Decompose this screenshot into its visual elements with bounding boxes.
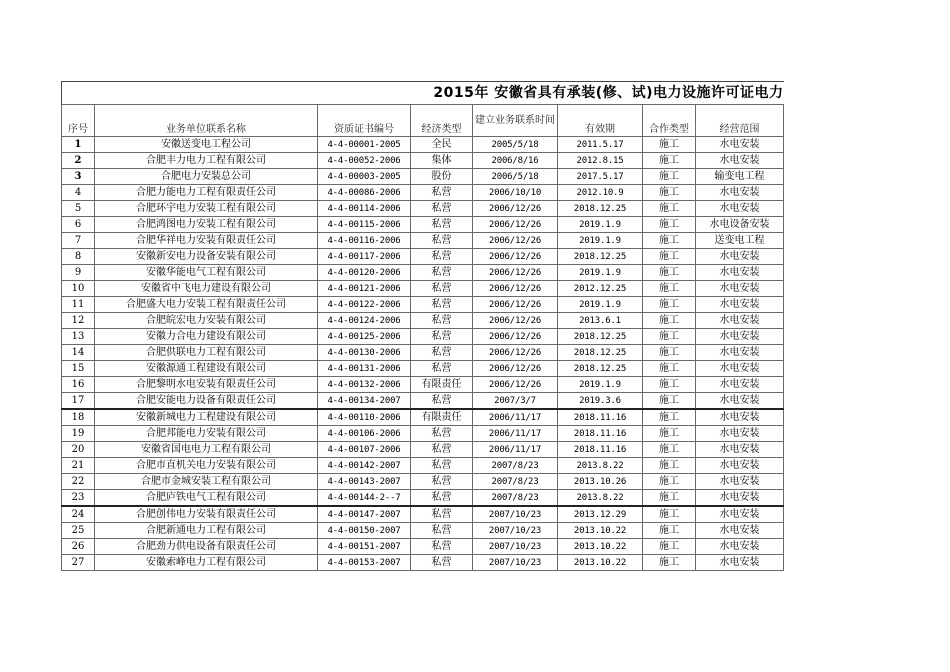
cell-company[interactable]: 安徽送变电工程公司 <box>95 137 318 153</box>
cell-validity[interactable]: 2019.1.9 <box>558 297 643 313</box>
table-row <box>62 345 784 361</box>
cell-scope[interactable]: 水电安装 <box>696 409 784 426</box>
cell-cert-no[interactable]: 4-4-00052-2006 <box>318 153 411 169</box>
cell-cert-no[interactable]: 4-4-00107-2006 <box>318 442 411 458</box>
cell-seq[interactable]: 10 <box>62 281 95 297</box>
cell-validity[interactable]: 2017.5.17 <box>558 169 643 185</box>
cell-econ-type[interactable]: 私营 <box>411 539 473 555</box>
cell-cert-no[interactable]: 4-4-00115-2006 <box>318 217 411 233</box>
cell-econ-type[interactable]: 私营 <box>411 265 473 281</box>
header-row <box>62 105 784 137</box>
cell-validity[interactable]: 2012.12.25 <box>558 281 643 297</box>
cell-scope[interactable]: 水电安装 <box>696 442 784 458</box>
cell-scope[interactable]: 水电安装 <box>696 555 784 571</box>
cell-econ-type[interactable]: 私营 <box>411 361 473 377</box>
cell-econ-type[interactable]: 私营 <box>411 555 473 571</box>
cell-start-date[interactable]: 2006/12/26 <box>473 281 558 297</box>
cell-start-date[interactable]: 2007/8/23 <box>473 474 558 490</box>
title-row <box>62 82 784 105</box>
cell-coop-type[interactable]: 施工 <box>643 329 696 345</box>
cell-scope[interactable]: 水电安装 <box>696 377 784 393</box>
cell-cert-no[interactable]: 4-4-00116-2006 <box>318 233 411 249</box>
cell-scope[interactable]: 水电安装 <box>696 313 784 329</box>
cell-cert-no[interactable]: 4-4-00114-2006 <box>318 201 411 217</box>
cell-econ-type[interactable]: 私营 <box>411 506 473 523</box>
cell-scope[interactable]: 水电安装 <box>696 185 784 201</box>
cell-validity[interactable]: 2013.10.22 <box>558 539 643 555</box>
table-row <box>62 265 784 281</box>
table-row <box>62 313 784 329</box>
cell-company[interactable]: 合肥庐铁电气工程有限公司 <box>95 490 318 507</box>
cell-validity[interactable]: 2018.12.25 <box>558 249 643 265</box>
table-row <box>62 201 784 217</box>
cell-coop-type[interactable]: 施工 <box>643 313 696 329</box>
cell-validity[interactable]: 2012.10.9 <box>558 185 643 201</box>
cell-validity[interactable]: 2013.10.22 <box>558 555 643 571</box>
cell-validity[interactable]: 2013.10.26 <box>558 474 643 490</box>
cell-econ-type[interactable]: 集体 <box>411 153 473 169</box>
cell-seq[interactable]: 3 <box>62 169 95 185</box>
cell-scope[interactable]: 水电安装 <box>696 329 784 345</box>
cell-seq[interactable]: 23 <box>62 490 95 507</box>
cell-coop-type[interactable]: 施工 <box>643 523 696 539</box>
cell-econ-type[interactable]: 私营 <box>411 474 473 490</box>
cell-coop-type[interactable]: 施工 <box>643 201 696 217</box>
cell-company[interactable]: 合肥电力安装总公司 <box>95 169 318 185</box>
table-row <box>62 249 784 265</box>
cell-validity[interactable]: 2018.11.16 <box>558 442 643 458</box>
cell-start-date[interactable]: 2007/10/23 <box>473 539 558 555</box>
cell-cert-no[interactable]: 4-4-00120-2006 <box>318 265 411 281</box>
cell-econ-type[interactable]: 私营 <box>411 345 473 361</box>
cell-econ-type[interactable]: 私营 <box>411 490 473 507</box>
cell-coop-type[interactable]: 施工 <box>643 185 696 201</box>
cell-coop-type[interactable]: 施工 <box>643 409 696 426</box>
cell-econ-type[interactable]: 私营 <box>411 233 473 249</box>
cell-company[interactable]: 安徽省中飞电力建设有限公司 <box>95 281 318 297</box>
cell-seq[interactable]: 12 <box>62 313 95 329</box>
cell-seq[interactable]: 6 <box>62 217 95 233</box>
cell-scope[interactable]: 水电安装 <box>696 539 784 555</box>
cell-coop-type[interactable]: 施工 <box>643 249 696 265</box>
cell-company[interactable]: 安徽新城电力工程建设有限公司 <box>95 409 318 426</box>
cell-econ-type[interactable]: 私营 <box>411 217 473 233</box>
cell-start-date[interactable]: 2006/11/17 <box>473 442 558 458</box>
cell-company[interactable]: 合肥环宇电力安装工程有限公司 <box>95 201 318 217</box>
table-row <box>62 329 784 345</box>
cell-cert-no[interactable]: 4-4-00130-2006 <box>318 345 411 361</box>
cell-coop-type[interactable]: 施工 <box>643 426 696 442</box>
cell-validity[interactable]: 2019.1.9 <box>558 233 643 249</box>
table-row <box>62 539 784 555</box>
cell-start-date[interactable]: 2006/12/26 <box>473 201 558 217</box>
cell-coop-type[interactable]: 施工 <box>643 555 696 571</box>
table-row <box>62 137 784 153</box>
cell-econ-type[interactable]: 私营 <box>411 458 473 474</box>
cell-coop-type[interactable]: 施工 <box>643 265 696 281</box>
cell-scope[interactable]: 送变电工程 <box>696 233 784 249</box>
table-row <box>62 169 784 185</box>
cell-cert-no[interactable]: 4-4-00003-2005 <box>318 169 411 185</box>
cell-start-date[interactable]: 2007/10/23 <box>473 523 558 539</box>
cell-scope[interactable]: 水电安装 <box>696 490 784 507</box>
cell-start-date[interactable]: 2007/8/23 <box>473 458 558 474</box>
cell-seq[interactable]: 14 <box>62 345 95 361</box>
cell-cert-no[interactable]: 4-4-00124-2006 <box>318 313 411 329</box>
header-cell-seq[interactable]: 序号 <box>62 105 95 137</box>
cell-cert-no[interactable]: 4-4-00147-2007 <box>318 506 411 523</box>
cell-coop-type[interactable]: 施工 <box>643 281 696 297</box>
cell-company[interactable]: 安徽省国电电力工程有限公司 <box>95 442 318 458</box>
cell-validity[interactable]: 2018.12.25 <box>558 345 643 361</box>
cell-start-date[interactable]: 2006/12/26 <box>473 345 558 361</box>
cell-validity[interactable]: 2011.5.17 <box>558 137 643 153</box>
cell-seq[interactable]: 16 <box>62 377 95 393</box>
table-row <box>62 490 784 507</box>
cell-start-date[interactable]: 2006/8/16 <box>473 153 558 169</box>
cell-cert-no[interactable]: 4-4-00122-2006 <box>318 297 411 313</box>
cell-start-date[interactable]: 2006/10/10 <box>473 185 558 201</box>
cell-seq[interactable]: 24 <box>62 506 95 523</box>
cell-seq[interactable]: 18 <box>62 409 95 426</box>
cell-cert-no[interactable]: 4-4-00125-2006 <box>318 329 411 345</box>
cell-start-date[interactable]: 2006/12/26 <box>473 297 558 313</box>
sheet-title[interactable]: 2015年 安徽省具有承装(修、试)电力设施许可证电力 <box>62 82 784 105</box>
cell-econ-type[interactable]: 私营 <box>411 442 473 458</box>
cell-coop-type[interactable]: 施工 <box>643 137 696 153</box>
cell-seq[interactable]: 4 <box>62 185 95 201</box>
header-cell-company[interactable]: 业务单位联系名称 <box>95 105 318 137</box>
cell-scope[interactable]: 水电安装 <box>696 426 784 442</box>
cell-coop-type[interactable]: 施工 <box>643 153 696 169</box>
cell-company[interactable]: 合肥盛大电力安装工程有限责任公司 <box>95 297 318 313</box>
cell-coop-type[interactable]: 施工 <box>643 539 696 555</box>
cell-start-date[interactable]: 2006/12/26 <box>473 265 558 281</box>
cell-coop-type[interactable]: 施工 <box>643 377 696 393</box>
cell-seq[interactable]: 7 <box>62 233 95 249</box>
cell-seq[interactable]: 25 <box>62 523 95 539</box>
cell-start-date[interactable]: 2006/11/17 <box>473 409 558 426</box>
cell-seq[interactable]: 1 <box>62 137 95 153</box>
cell-seq[interactable]: 21 <box>62 458 95 474</box>
cell-cert-no[interactable]: 4-4-00121-2006 <box>318 281 411 297</box>
cell-company[interactable]: 合肥华祥电力安装有限责任公司 <box>95 233 318 249</box>
cell-econ-type[interactable]: 全民 <box>411 137 473 153</box>
cell-company[interactable]: 合肥黎明水电安装有限责任公司 <box>95 377 318 393</box>
cell-start-date[interactable]: 2006/5/18 <box>473 169 558 185</box>
cell-coop-type[interactable]: 施工 <box>643 458 696 474</box>
cell-validity[interactable]: 2019.1.9 <box>558 217 643 233</box>
cell-scope[interactable]: 水电安装 <box>696 153 784 169</box>
cell-econ-type[interactable]: 私营 <box>411 249 473 265</box>
cell-scope[interactable]: 水电安装 <box>696 281 784 297</box>
cell-validity[interactable]: 2013.8.22 <box>558 490 643 507</box>
table-row <box>62 393 784 410</box>
cell-validity[interactable]: 2019.1.9 <box>558 377 643 393</box>
cell-cert-no[interactable]: 4-4-00106-2006 <box>318 426 411 442</box>
cell-company[interactable]: 合肥市直机关电力安装有限公司 <box>95 458 318 474</box>
cell-cert-no[interactable]: 4-4-00144-2--7 <box>318 490 411 507</box>
cell-scope[interactable]: 水电设备安装 <box>696 217 784 233</box>
cell-company[interactable]: 合肥丰力电力工程有限公司 <box>95 153 318 169</box>
cell-company[interactable]: 安徽新安电力设备安装有限公司 <box>95 249 318 265</box>
cell-cert-no[interactable]: 4-4-00086-2006 <box>318 185 411 201</box>
cell-seq[interactable]: 22 <box>62 474 95 490</box>
cell-company[interactable]: 安徽力合电力建设有限公司 <box>95 329 318 345</box>
cell-company[interactable]: 合肥邦能电力安装有限公司 <box>95 426 318 442</box>
header-cell-start-date[interactable]: 建立业务联系时间 <box>473 105 558 137</box>
table-row <box>62 233 784 249</box>
cell-seq[interactable]: 15 <box>62 361 95 377</box>
cell-cert-no[interactable]: 4-4-00153-2007 <box>318 555 411 571</box>
cell-start-date[interactable]: 2006/12/26 <box>473 249 558 265</box>
cell-scope[interactable]: 水电安装 <box>696 137 784 153</box>
table-row <box>62 506 784 523</box>
table-row <box>62 523 784 539</box>
cell-cert-no[interactable]: 4-4-00132-2006 <box>318 377 411 393</box>
cell-seq[interactable]: 20 <box>62 442 95 458</box>
cell-scope[interactable]: 水电安装 <box>696 523 784 539</box>
table-row <box>62 361 784 377</box>
cell-validity[interactable]: 2018.12.25 <box>558 201 643 217</box>
cell-company[interactable]: 合肥力能电力工程有限责任公司 <box>95 185 318 201</box>
cell-start-date[interactable]: 2006/12/26 <box>473 377 558 393</box>
cell-coop-type[interactable]: 施工 <box>643 442 696 458</box>
cell-scope[interactable]: 水电安装 <box>696 201 784 217</box>
cell-coop-type[interactable]: 施工 <box>643 217 696 233</box>
cell-cert-no[interactable]: 4-4-00131-2006 <box>318 361 411 377</box>
cell-company[interactable]: 合肥创伟电力安装有限责任公司 <box>95 506 318 523</box>
cell-scope[interactable]: 水电安装 <box>696 249 784 265</box>
cell-start-date[interactable]: 2007/3/7 <box>473 393 558 410</box>
cell-company[interactable]: 合肥安能电力设备有限责任公司 <box>95 393 318 410</box>
cell-econ-type[interactable]: 股份 <box>411 169 473 185</box>
cell-company[interactable]: 合肥新通电力工程有限公司 <box>95 523 318 539</box>
cell-seq[interactable]: 11 <box>62 297 95 313</box>
cell-cert-no[interactable]: 4-4-00134-2007 <box>318 393 411 410</box>
cell-scope[interactable]: 水电安装 <box>696 506 784 523</box>
cell-cert-no[interactable]: 4-4-00117-2006 <box>318 249 411 265</box>
cell-company[interactable]: 合肥劲力供电设备有限责任公司 <box>95 539 318 555</box>
cell-seq[interactable]: 8 <box>62 249 95 265</box>
cell-validity[interactable]: 2018.12.25 <box>558 329 643 345</box>
cell-coop-type[interactable]: 施工 <box>643 393 696 410</box>
cell-start-date[interactable]: 2005/5/18 <box>473 137 558 153</box>
cell-validity[interactable]: 2018.12.25 <box>558 361 643 377</box>
cell-start-date[interactable]: 2006/12/26 <box>473 313 558 329</box>
header-cell-coop-type[interactable]: 合作类型 <box>643 105 696 137</box>
table-row <box>62 281 784 297</box>
cell-coop-type[interactable]: 施工 <box>643 490 696 507</box>
cell-company[interactable]: 合肥市金城安装工程有限公司 <box>95 474 318 490</box>
cell-econ-type[interactable]: 私营 <box>411 523 473 539</box>
cell-scope[interactable]: 输变电工程 <box>696 169 784 185</box>
table-row <box>62 426 784 442</box>
cell-econ-type[interactable]: 私营 <box>411 426 473 442</box>
cell-coop-type[interactable]: 施工 <box>643 233 696 249</box>
cell-company[interactable]: 合肥皖宏电力安装有限公司 <box>95 313 318 329</box>
cell-econ-type[interactable]: 有限责任 <box>411 409 473 426</box>
cell-seq[interactable]: 19 <box>62 426 95 442</box>
cell-scope[interactable]: 水电安装 <box>696 393 784 410</box>
cell-cert-no[interactable]: 4-4-00150-2007 <box>318 523 411 539</box>
cell-scope[interactable]: 水电安装 <box>696 361 784 377</box>
cell-cert-no[interactable]: 4-4-00143-2007 <box>318 474 411 490</box>
cell-company[interactable]: 合肥鸿图电力安装工程有限公司 <box>95 217 318 233</box>
cell-seq[interactable]: 27 <box>62 555 95 571</box>
cell-company[interactable]: 安徽源通工程建设有限公司 <box>95 361 318 377</box>
cell-validity[interactable]: 2019.1.9 <box>558 265 643 281</box>
table-row <box>62 409 784 426</box>
cell-company[interactable]: 安徽华能电气工程有限公司 <box>95 265 318 281</box>
cell-start-date[interactable]: 2007/8/23 <box>473 490 558 507</box>
cell-seq[interactable]: 5 <box>62 201 95 217</box>
cell-econ-type[interactable]: 私营 <box>411 393 473 410</box>
cell-cert-no[interactable]: 4-4-00001-2005 <box>318 137 411 153</box>
cell-coop-type[interactable]: 施工 <box>643 345 696 361</box>
cell-validity[interactable]: 2013.6.1 <box>558 313 643 329</box>
cell-validity[interactable]: 2013.8.22 <box>558 458 643 474</box>
table-row <box>62 297 784 313</box>
cell-validity[interactable]: 2019.3.6 <box>558 393 643 410</box>
cell-validity[interactable]: 2018.11.16 <box>558 409 643 426</box>
cell-start-date[interactable]: 2006/12/26 <box>473 329 558 345</box>
table-row <box>62 153 784 169</box>
cell-validity[interactable]: 2013.12.29 <box>558 506 643 523</box>
cell-start-date[interactable]: 2006/12/26 <box>473 217 558 233</box>
cell-econ-type[interactable]: 私营 <box>411 201 473 217</box>
cell-econ-type[interactable]: 有限责任 <box>411 377 473 393</box>
cell-cert-no[interactable]: 4-4-00110-2006 <box>318 409 411 426</box>
table-row <box>62 377 784 393</box>
cell-company[interactable]: 安徽索峰电力工程有限公司 <box>95 555 318 571</box>
table-row <box>62 474 784 490</box>
cell-start-date[interactable]: 2007/10/23 <box>473 506 558 523</box>
cell-seq[interactable]: 13 <box>62 329 95 345</box>
cell-seq[interactable]: 9 <box>62 265 95 281</box>
cell-econ-type[interactable]: 私营 <box>411 281 473 297</box>
cell-econ-type[interactable]: 私营 <box>411 185 473 201</box>
cell-start-date[interactable]: 2006/11/17 <box>473 426 558 442</box>
cell-coop-type[interactable]: 施工 <box>643 474 696 490</box>
header-cell-scope[interactable]: 经营范围 <box>696 105 784 137</box>
table-row <box>62 555 784 571</box>
cell-coop-type[interactable]: 施工 <box>643 297 696 313</box>
cell-econ-type[interactable]: 私营 <box>411 297 473 313</box>
license-table <box>61 81 784 571</box>
cell-coop-type[interactable]: 施工 <box>643 169 696 185</box>
cell-econ-type[interactable]: 私营 <box>411 313 473 329</box>
cell-cert-no[interactable]: 4-4-00151-2007 <box>318 539 411 555</box>
cell-coop-type[interactable]: 施工 <box>643 506 696 523</box>
cell-start-date[interactable]: 2006/12/26 <box>473 233 558 249</box>
table-row <box>62 185 784 201</box>
cell-validity[interactable]: 2013.10.22 <box>558 523 643 539</box>
header-cell-cert-no[interactable]: 资质证书编号 <box>318 105 411 137</box>
header-cell-econ-type[interactable]: 经济类型 <box>411 105 473 137</box>
spreadsheet <box>61 81 784 571</box>
header-cell-validity[interactable]: 有效期 <box>558 105 643 137</box>
cell-coop-type[interactable]: 施工 <box>643 361 696 377</box>
cell-scope[interactable]: 水电安装 <box>696 458 784 474</box>
cell-start-date[interactable]: 2007/10/23 <box>473 555 558 571</box>
cell-seq[interactable]: 17 <box>62 393 95 410</box>
table-row <box>62 458 784 474</box>
cell-scope[interactable]: 水电安装 <box>696 265 784 281</box>
cell-scope[interactable]: 水电安装 <box>696 474 784 490</box>
cell-scope[interactable]: 水电安装 <box>696 345 784 361</box>
cell-seq[interactable]: 26 <box>62 539 95 555</box>
cell-seq[interactable]: 2 <box>62 153 95 169</box>
cell-scope[interactable]: 水电安装 <box>696 297 784 313</box>
cell-validity[interactable]: 2012.8.15 <box>558 153 643 169</box>
cell-validity[interactable]: 2018.11.16 <box>558 426 643 442</box>
cell-cert-no[interactable]: 4-4-00142-2007 <box>318 458 411 474</box>
cell-econ-type[interactable]: 私营 <box>411 329 473 345</box>
table-row <box>62 442 784 458</box>
cell-start-date[interactable]: 2006/12/26 <box>473 361 558 377</box>
cell-company[interactable]: 合肥供联电力工程有限公司 <box>95 345 318 361</box>
table-row <box>62 217 784 233</box>
